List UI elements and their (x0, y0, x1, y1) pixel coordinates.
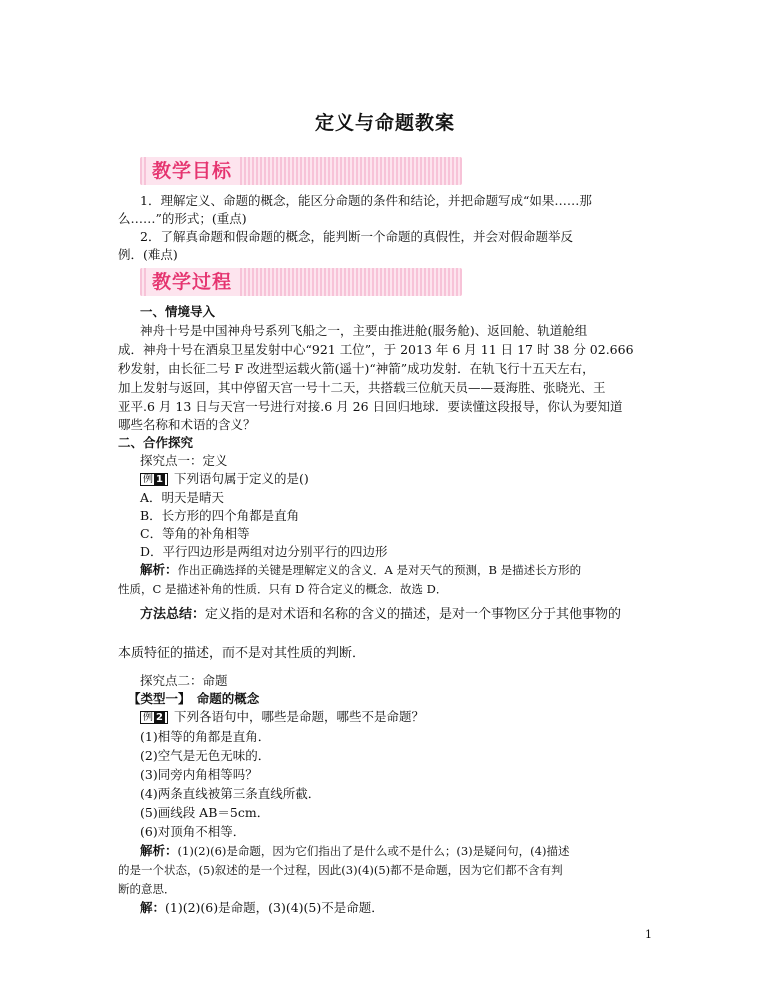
statement-item: (4)两条直线被第三条直线所截． (140, 786, 321, 801)
section-banner-goals (140, 157, 462, 185)
method-summary-line: 本质特征的描述，而不是对其性质的判断． (118, 646, 366, 661)
analysis-line: 解析：(1)(2)(6)是命题，因为它们指出了是什么或不是什么；(3)是疑问句，(4)描述 (140, 843, 570, 858)
section-banner-process (140, 268, 462, 296)
option-c: C．等角的补角相等 (140, 526, 250, 541)
paragraph-line: 成．神舟十号在酒泉卫星发射中心“921 工位”，于 2013 年 6 月 11 日 17 时 38 分 02.666 (118, 342, 634, 357)
page-title: 定义与命题教案 (314, 112, 455, 134)
option-a: A．明天是晴天 (140, 490, 225, 505)
statement-item: (2)空气是无色无味的． (140, 748, 271, 763)
type-heading: 【类型一】 命题的概念 (128, 691, 260, 706)
paragraph-line: 秒发射，由长征二号 F 改进型运载火箭(遥十)“神箭”成功发射．在轨飞行十五天左右， (118, 361, 595, 376)
option-b: B．长方形的四个角都是直角 (140, 508, 300, 523)
analysis-line: 断的意思． (118, 882, 176, 896)
section-heading: 一、情境导入 (140, 304, 216, 319)
goal-2-line-2: 例．(难点) (118, 247, 178, 262)
subsection-heading: 探究点二：命题 (140, 673, 228, 688)
section-heading: 二、合作探究 (118, 435, 194, 450)
paragraph-line: 加上发射与返回，其中停留天宫一号十二天，共搭载三位航天员——聂海胜、张晓光、王 (118, 380, 606, 395)
paragraph-line: 亚平.6 月 13 日与天宫一号进行对接.6 月 26 日回归地球．要读懂这段报导，你认为要知道 (118, 399, 623, 414)
paragraph-line: 神舟十号是中国神舟号系列飞船之一，主要由推进舱(服务舱)、返回舱、轨道舱组 (140, 323, 588, 338)
analysis-line: 性质，C 是描述补角的性质．只有 D 符合定义的概念．故选 D． (118, 582, 448, 596)
statement-item: (6)对顶角不相等． (140, 824, 246, 839)
banner-label: 教学过程 (146, 268, 238, 296)
page-number: 1 (645, 928, 652, 941)
goal-2-line-1: 2．了解真命题和假命题的概念，能判断一个命题的真假性，并会对假命题举反 (140, 229, 573, 244)
statement-item: (1)相等的角都是直角． (140, 729, 271, 744)
statement-item: (5)画线段 AB＝5cm． (140, 805, 270, 820)
analysis-line: 解析：作出正确选择的关键是理解定义的含义．A 是对天气的预测，B 是描述长方形的 (140, 562, 582, 577)
solution-line: 解：(1)(2)(6)是命题，(3)(4)(5)不是命题． (140, 900, 384, 915)
paragraph-line: 哪些名称和术语的含义？ (118, 417, 256, 432)
statement-item: (3)同旁内角相等吗？ (140, 767, 258, 782)
goal-1-line-2: 么……”的形式；(重点) (118, 211, 247, 226)
subsection-heading: 探究点一：定义 (140, 453, 228, 468)
goal-1-line-1: 1．理解定义、命题的概念，能区分命题的条件和结论，并把命题写成“如果……那 (140, 193, 592, 208)
example-badge: 例 1 (140, 473, 168, 486)
example-1-question: 例 1 下列语句属于定义的是() (140, 470, 309, 488)
example-2-question: 例 2 下列各语句中，哪些是命题，哪些不是命题？ (140, 708, 424, 726)
example-badge: 例 2 (140, 711, 168, 724)
analysis-line: 的是一个状态，(5)叙述的是一个过程，因此(3)(4)(5)都不是命题，因为它们都不含有判 (118, 863, 563, 877)
method-summary: 方法总结：定义指的是对术语和名称的含义的描述，是对一个事物区分于其他事物的 (140, 607, 622, 622)
banner-label: 教学目标 (146, 157, 238, 185)
option-d: D．平行四边形是两组对边分别平行的四边形 (140, 544, 388, 559)
